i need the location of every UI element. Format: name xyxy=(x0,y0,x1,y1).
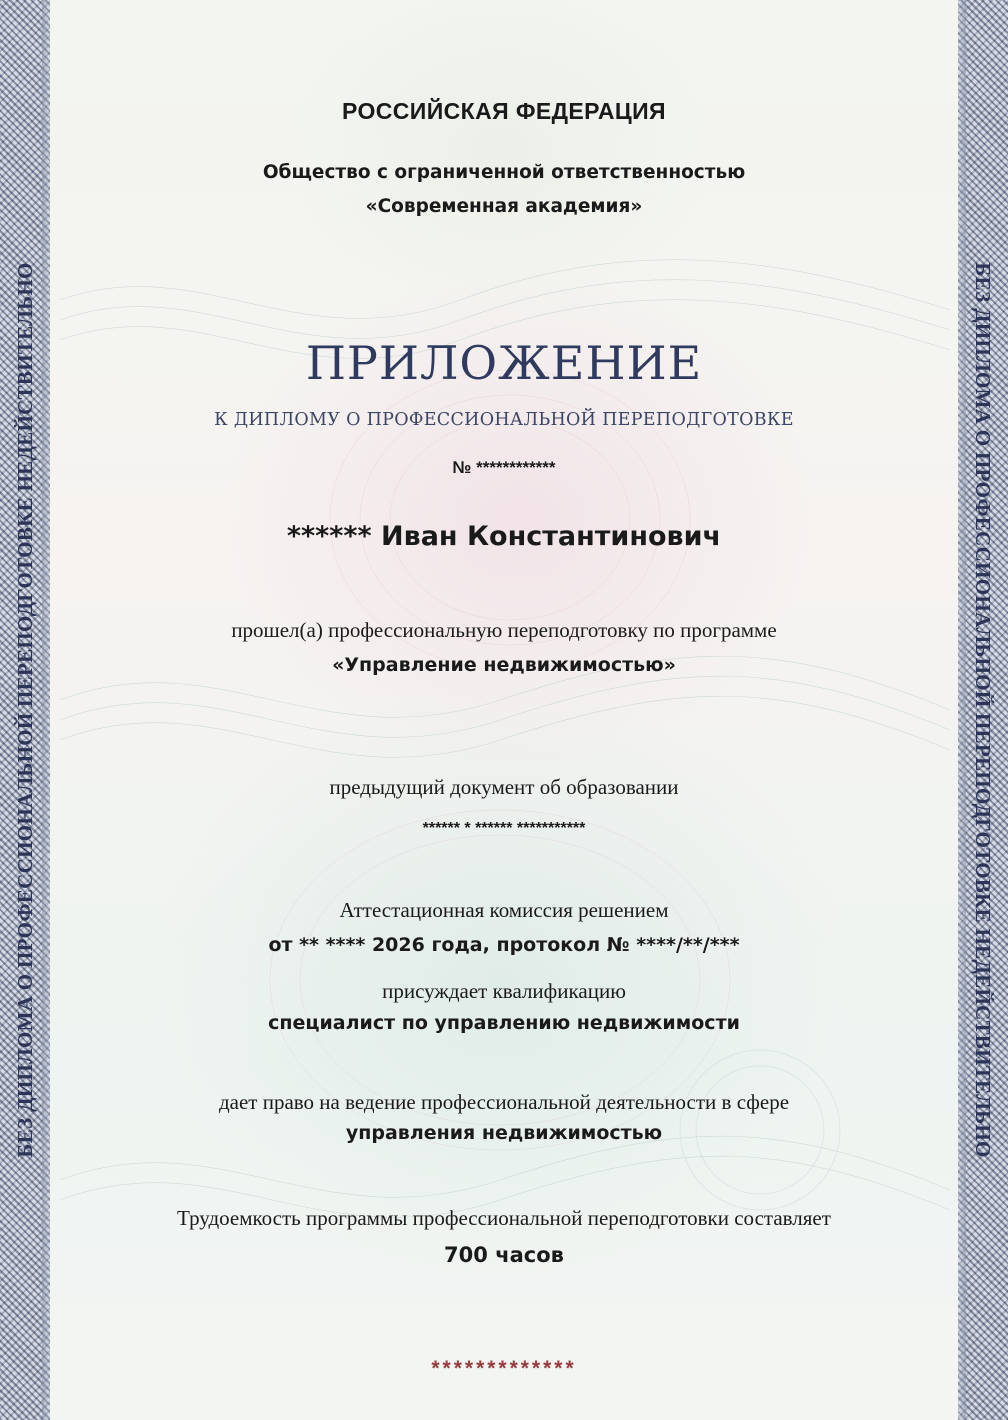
previous-document-value: ****** * ****** *********** xyxy=(422,820,586,837)
labor-intensity-statement: Трудоемкость программы профессиональной переподготовки составляет xyxy=(177,1206,831,1230)
program-hours: 700 часов xyxy=(444,1243,564,1267)
commission-statement: Аттестационная комиссия решением xyxy=(339,898,669,922)
document-number: № ************ xyxy=(452,458,556,477)
awards-statement: присуждает квалификацию xyxy=(382,979,626,1003)
country-heading: РОССИЙСКАЯ ФЕДЕРАЦИЯ xyxy=(342,98,666,124)
organization-name: «Современная академия» xyxy=(365,196,643,217)
left-border-text: БЕЗ ДИПЛОМА О ПРОФЕССИОНАЛЬНОЙ ПЕРЕПОДГОТОВКЕ НЕДЕЙСТВИТЕЛЬНО xyxy=(13,262,37,1158)
protocol-info: от ** **** 2026 года, протокол № ****/**/*** xyxy=(268,934,740,956)
passed-statement: прошел(а) профессиональную переподготовку по программе xyxy=(231,618,777,642)
previous-document-label: предыдущий документ об образовании xyxy=(329,775,679,799)
recipient-name: ****** Иван Константинович xyxy=(286,521,722,552)
footer-stars: ************* xyxy=(431,1357,577,1380)
right-statement: дает право на ведение профессиональной деятельности в сфере xyxy=(218,1090,790,1114)
document-subtitle: К ДИПЛОМУ О ПРОФЕССИОНАЛЬНОЙ ПЕРЕПОДГОТОВКЕ xyxy=(214,410,794,430)
right-border-text: БЕЗ ДИПЛОМА О ПРОФЕССИОНАЛЬНОЙ ПЕРЕПОДГОТОВКЕ НЕДЕЙСТВИТЕЛЬНО xyxy=(971,262,995,1158)
program-name: «Управление недвижимостью» xyxy=(332,654,676,676)
activity-sphere: управления недвижимостью xyxy=(345,1122,663,1144)
document-title: ПРИЛОЖЕНИЕ xyxy=(305,336,703,390)
organization-type: Общество с ограниченной ответственностью xyxy=(262,162,746,183)
qualification-name: специалист по управлению недвижимости xyxy=(268,1012,740,1034)
